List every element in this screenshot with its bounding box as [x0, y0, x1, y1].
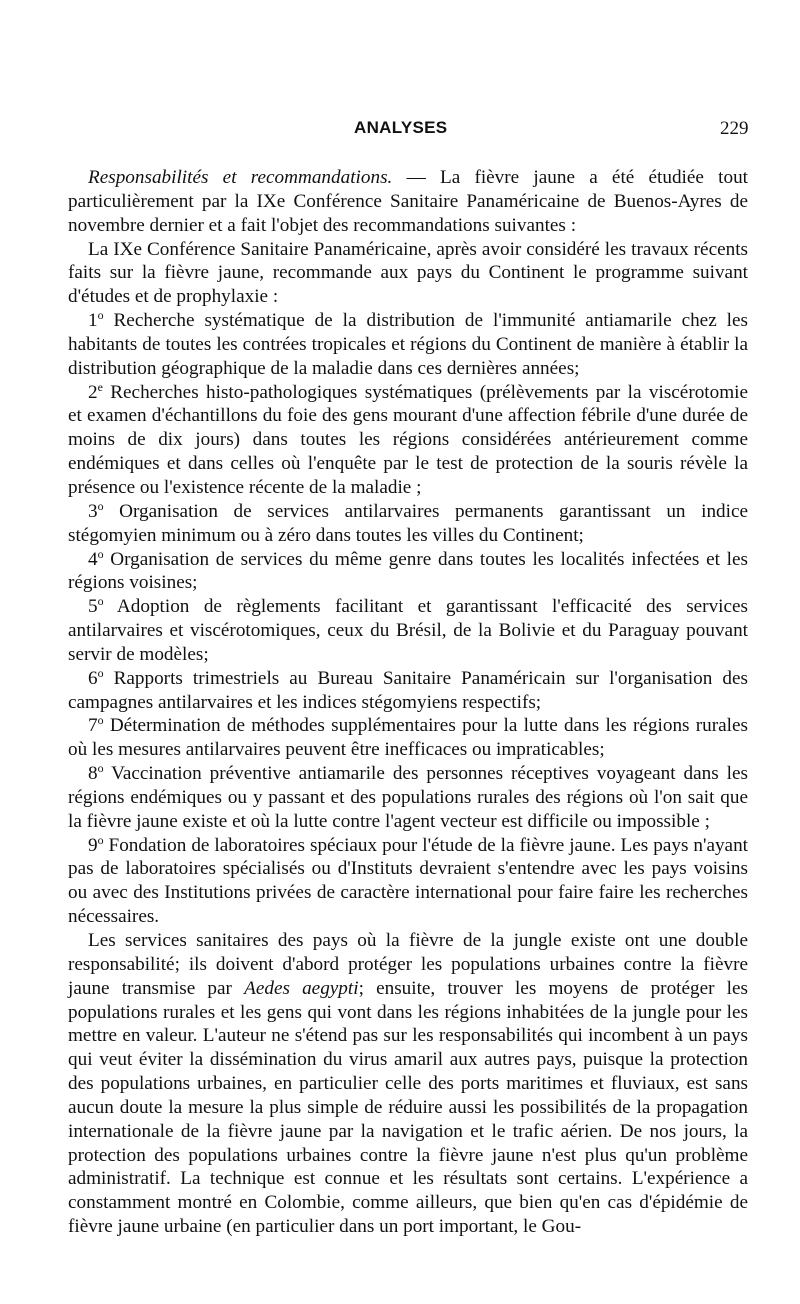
item-text: Organisation de services du même genre dans toutes les localités infectées et les régions voisines; — [68, 548, 748, 594]
item-text: Fondation de laboratoires spéciaux pour l'étude de la fièvre jaune. Les pays n'ayant pas de laboratoires spécialisés ou d'Instituts devraient s'entendre avec les pays voisins ou avec des Institutions privées de caractère international pour faire faire les recherches nécessaires. — [68, 834, 748, 928]
item-text: Détermination de méthodes supplémentaires pour la lutte dans les régions rurales où les mesures antilarvaires peuvent être inefficaces ou impraticables; — [68, 715, 748, 761]
page-header — [0, 118, 800, 148]
item-text: Vaccination préventive antiamarile des personnes réceptives voyageant dans les régions endémiques ou y passant et des populations rurales des régions où l'on sait que la fièvre jaune existe et où la lutte contre l'agent vecteur est difficile ou impossible ; — [68, 763, 748, 832]
page-number: 229 — [720, 118, 749, 139]
closing-paragraph — [68, 929, 748, 1239]
item-number: 5 — [88, 596, 98, 618]
recommendation-item — [68, 762, 748, 834]
item-number: 2 — [88, 381, 98, 403]
running-title: ANALYSES — [354, 118, 448, 137]
item-text: Recherches histo-pathologiques systématiques (prélèvements par la viscérotomie et examen d'échantillons du foie des gens mourant d'une affection fébrile d'une durée de moins de dix jours) dans toutes les régions considérées antérieurement comme endémiques et dans celles où l'enquête par le test de protection de la souris révèle la présence ou l'existence récente de la maladie ; — [68, 381, 748, 498]
item-text: Recherche systématique de la distribution de l'immunité antiamarile chez les habitants de toutes les contrées tropicales et régions du Continent de manière à établir la distribution géographique de la maladie dans ces dernières années; — [68, 310, 748, 379]
intro-text: — La fièvre jaune a été étudiée tout particulièrement par la IXe Conférence Sanitaire Panaméricaine de Buenos-Ayres de novembre dernier et a fait l'objet des recommandations suivantes : — [68, 167, 748, 236]
recommendation-item — [68, 667, 748, 715]
species-name: Aedes aegypti — [244, 977, 359, 999]
item-number: 1 — [88, 310, 98, 332]
item-ordinal-suffix: o — [97, 307, 104, 322]
recommendation-item — [68, 381, 748, 500]
item-ordinal-suffix: o — [97, 498, 104, 513]
item-number: 9 — [88, 834, 98, 856]
recommendation-item — [68, 500, 748, 548]
item-text: Organisation de services antilarvaires permanents garantissant un indice stégomyien minimum ou à zéro dans toutes les villes du Continent; — [68, 500, 748, 546]
item-text: Adoption de règlements facilitant et garantissant l'efficacité des services antilarvaires et viscérotomiques, ceux du Brésil, de la Bolivie et du Paraguay pouvant servir de modèles; — [68, 596, 748, 665]
recommendation-list — [68, 309, 748, 929]
item-text: Rapports trimestriels au Bureau Sanitaire Panaméricain sur l'organisation des campagnes antilarvaires et les indices stégomyiens respectifs; — [68, 667, 748, 713]
item-ordinal-suffix: o — [97, 665, 104, 680]
item-ordinal-suffix: o — [97, 832, 104, 847]
recommendation-item — [68, 714, 748, 762]
recommendation-item — [68, 834, 748, 929]
recommendation-item — [68, 595, 748, 667]
item-ordinal-suffix: e — [97, 379, 103, 394]
body-text — [68, 166, 748, 1239]
item-ordinal-suffix: o — [97, 713, 104, 728]
section-lead: Responsabilités et recommandations. — [88, 167, 393, 188]
item-number: 4 — [88, 548, 98, 570]
recommendation-item — [68, 548, 748, 596]
item-number: 6 — [88, 667, 98, 689]
item-number: 7 — [88, 715, 98, 737]
intro-paragraph — [68, 166, 748, 238]
item-ordinal-suffix: o — [97, 546, 104, 561]
item-ordinal-suffix: o — [97, 760, 104, 775]
item-number: 8 — [88, 763, 98, 785]
closing-text-2: ; ensuite, trouver les moyens de protéger les populations rurales et les gens qui vont dans les régions inhabitées de la jungle pour les mettre en valeur. L'auteur ne s'étend pas sur les responsabilités qui incombent à un pays qui veut éviter la dissémination du virus amaril aux autres pays, puisque la protection des populations urbaines, en particulier celle des ports maritimes et fluviaux, est sans aucun doute la mesure la plus simple de réduire aussi les possibilités de la propagation internationale de la fièvre jaune par la navigation et le trafic aérien. De nos jours, la protection des populations urbaines contre la fièvre jaune n'est plus qu'un problème administratif. La technique est connue et les résultats sont certains. L'expérience a constamment montré en Colombie, comme ailleurs, que bien qu'en cas d'épidémie de fièvre jaune urbaine (en particulier dans un port important, le Gou- — [68, 977, 748, 1238]
item-number: 3 — [88, 500, 98, 522]
item-ordinal-suffix: o — [97, 594, 104, 609]
closing-text-1: Les services sanitaires des pays où la fièvre de la jungle existe ont une double responsabilité; ils doivent d'abord protéger les populations urbaines contre la fièvre jaune transmise par — [68, 930, 748, 999]
preamble-paragraph: La IXe Conférence Sanitaire Panaméricaine, après avoir considéré les travaux récents faits sur la fièvre jaune, recommande aux pays du Continent le programme suivant d'études et de prophylaxie : — [68, 238, 748, 308]
recommendation-item — [68, 309, 748, 381]
